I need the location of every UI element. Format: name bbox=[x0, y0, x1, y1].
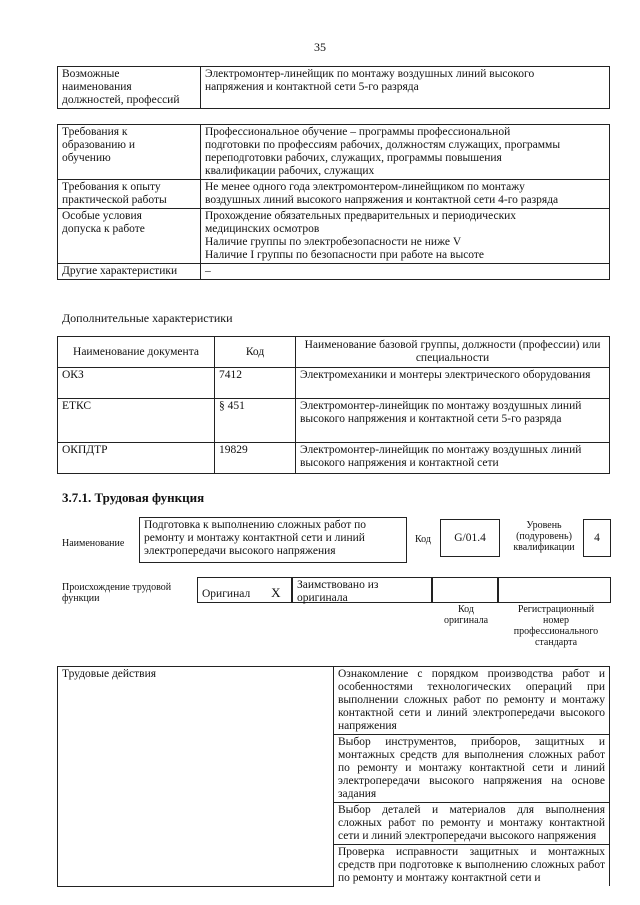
labor-action-item: Ознакомление с порядком производства работ и особенностями технологических операций при выполнении сложных работ по ремонту и монтажу контактной сети и линий электропередачи высокого напряжения bbox=[334, 667, 610, 735]
function-code-label: Код bbox=[415, 534, 431, 545]
table-row bbox=[58, 67, 610, 109]
value-line: напряжения и контактной сети 5-го разряда bbox=[205, 81, 419, 93]
possible-titles-value bbox=[201, 67, 610, 109]
label-line: Требования к bbox=[62, 126, 128, 138]
experience-value bbox=[201, 180, 610, 209]
label-line: наименования bbox=[62, 81, 132, 93]
cell-code: 19829 bbox=[215, 443, 296, 474]
label-line: Возможные bbox=[62, 68, 120, 80]
value-line: медицинских осмотров bbox=[205, 223, 320, 235]
label-line: должностей, профессий bbox=[62, 94, 180, 106]
function-name-value: Подготовка к выполнению сложных работ по ремонту и монтажу контактной сети и линий электропередачи высокого напряжения bbox=[139, 517, 407, 563]
admission-value bbox=[201, 209, 610, 264]
label-line: образованию и bbox=[62, 139, 135, 151]
cell-name: Электромонтер-линейщик по монтажу воздушных линий высокого напряжения и контактной сети 5-го разряда bbox=[296, 399, 610, 443]
header-name: Наименование базовой группы, должности (профессии) или специальности bbox=[296, 337, 610, 368]
value-line: Не менее одного года электромонтером-линейщиком по монтажу bbox=[205, 181, 525, 193]
table-row bbox=[58, 667, 610, 735]
other-label bbox=[58, 264, 201, 280]
labor-action-item: Выбор инструментов, приборов, защитных и монтажных средств для выполнения сложных работ по ремонту и монтажу контактной сети и линий электропередачи высокого напряжения на основе задания bbox=[334, 735, 610, 803]
label-line: обучению bbox=[62, 152, 111, 164]
value-line: – bbox=[205, 265, 211, 277]
origin-code-cell bbox=[432, 577, 498, 603]
additional-characteristics-title: Дополнительные характеристики bbox=[62, 311, 233, 325]
header-document: Наименование документа bbox=[58, 337, 215, 368]
value-line: Наличие I группы по безопасности при работе на высоте bbox=[205, 249, 485, 261]
page-number: 35 bbox=[314, 40, 326, 54]
cell-code: 7412 bbox=[215, 368, 296, 399]
table-row bbox=[58, 180, 610, 209]
table-row bbox=[58, 368, 610, 399]
other-value bbox=[201, 264, 610, 280]
possible-titles-label bbox=[58, 67, 201, 109]
cell-doc: ОКПДТР bbox=[58, 443, 215, 474]
cell-doc: ОКЗ bbox=[58, 368, 215, 399]
education-value bbox=[201, 125, 610, 180]
value-line: Профессиональное обучение – программы профессиональной bbox=[205, 126, 511, 138]
function-code-value: G/01.4 bbox=[440, 519, 500, 557]
origin-original-label: Оригинал bbox=[202, 588, 251, 600]
labor-action-item: Проверка исправности защитных и монтажных средств при подготовке к выполнению сложных работ по ремонту и монтажу контактной сети и bbox=[334, 845, 610, 887]
value-line: квалификации рабочих, служащих bbox=[205, 165, 375, 177]
qualification-level-label: Уровень (подуровень) квалификации bbox=[513, 520, 575, 553]
value-line: Наличие группы по электробезопасности не ниже V bbox=[205, 236, 462, 248]
labor-function-heading: 3.7.1. Трудовая функция bbox=[62, 490, 205, 505]
origin-borrowed-cell: Заимствовано из оригинала bbox=[292, 577, 432, 603]
labor-actions-label: Трудовые действия bbox=[58, 667, 334, 887]
label-line: Другие характеристики bbox=[62, 265, 178, 277]
table-row bbox=[58, 399, 610, 443]
value-line: Прохождение обязательных предварительных и периодических bbox=[205, 210, 517, 222]
origin-original-mark: X bbox=[271, 585, 281, 600]
experience-label bbox=[58, 180, 201, 209]
education-label bbox=[58, 125, 201, 180]
origin-reg-caption: Регистрационный номер профессионального стандарта bbox=[513, 604, 599, 648]
origin-code-caption: Код оригинала bbox=[443, 604, 489, 626]
table-row bbox=[58, 209, 610, 264]
value-line: воздушных линий высокого напряжения и контактной сети 4-го разряда bbox=[205, 194, 559, 206]
cell-name: Электромеханики и монтеры электрического оборудования bbox=[296, 368, 610, 399]
table-row bbox=[58, 264, 610, 280]
value-line: Электромонтер-линейщик по монтажу воздушных линий высокого bbox=[205, 68, 535, 80]
label-line: допуска к работе bbox=[62, 223, 145, 235]
qualification-level-value: 4 bbox=[583, 519, 611, 557]
cell-name: Электромонтер-линейщик по монтажу воздушных линий высокого напряжения и контактной сети bbox=[296, 443, 610, 474]
value-line: переподготовки рабочих, служащих, программы повышения bbox=[205, 152, 502, 164]
label-line: практической работы bbox=[62, 194, 167, 206]
origin-label: Происхождение трудовой функции bbox=[62, 582, 172, 604]
origin-original-cell bbox=[197, 577, 292, 603]
table-header-row bbox=[58, 337, 610, 368]
admission-label bbox=[58, 209, 201, 264]
labor-actions-table bbox=[57, 666, 610, 887]
header-code: Код bbox=[215, 337, 296, 368]
table-row bbox=[58, 125, 610, 180]
cell-doc: ЕТКС bbox=[58, 399, 215, 443]
origin-reg-number-cell bbox=[498, 577, 611, 603]
function-name-label: Наименование bbox=[62, 538, 125, 549]
requirements-table bbox=[57, 124, 610, 280]
label-line: Требования к опыту bbox=[62, 181, 161, 193]
cell-code: § 451 bbox=[215, 399, 296, 443]
table-row bbox=[58, 443, 610, 474]
value-line: подготовки по профессиям рабочих, должностям служащих, программы bbox=[205, 139, 561, 151]
labor-action-item: Выбор деталей и материалов для выполнения сложных работ по ремонту и монтажу контактной сети и линий электропередачи высокого напряжения bbox=[334, 803, 610, 845]
additional-characteristics-table bbox=[57, 336, 610, 474]
label-line: Особые условия bbox=[62, 210, 142, 222]
possible-titles-table bbox=[57, 66, 610, 109]
